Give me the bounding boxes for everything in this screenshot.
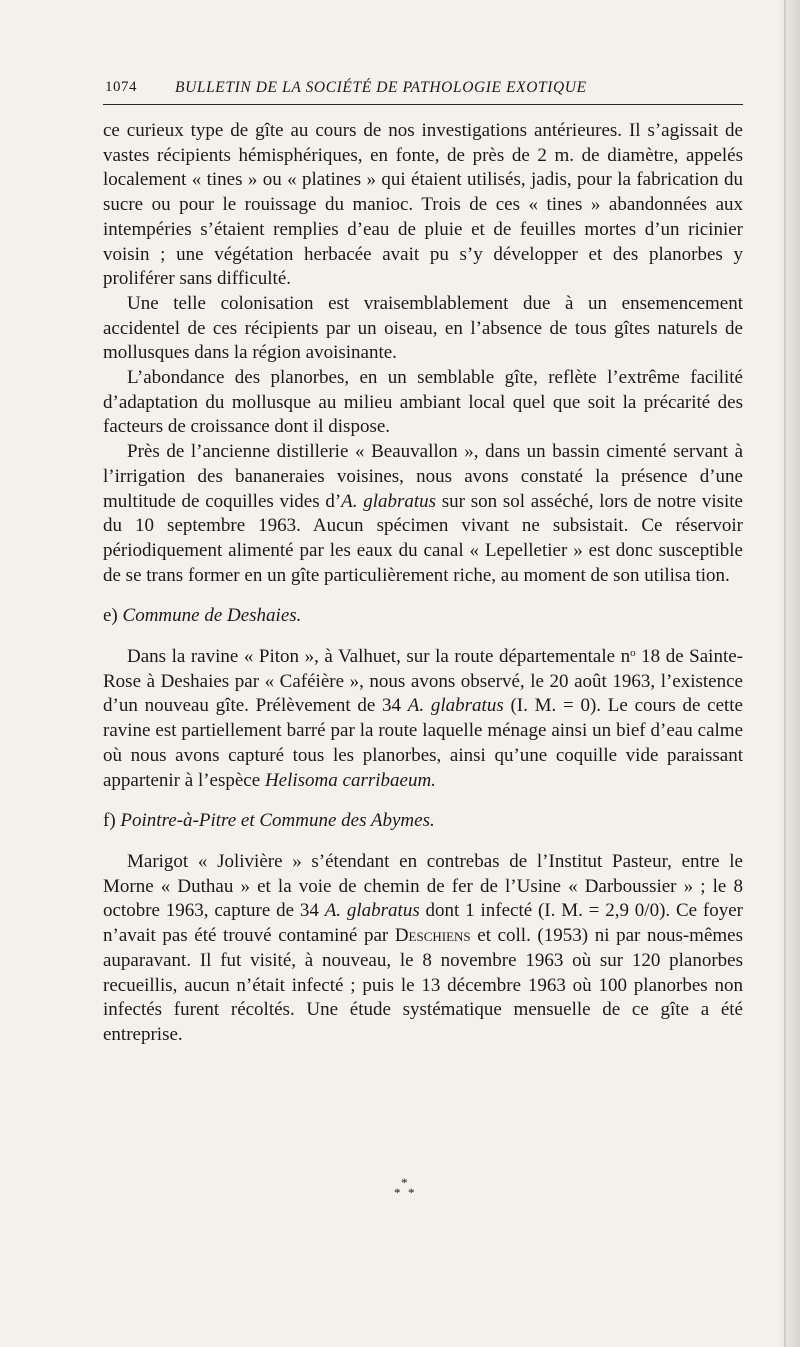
asterism-star-left: *	[394, 1185, 401, 1200]
species-name: A. glabratus	[407, 695, 504, 717]
page-header	[103, 79, 743, 103]
asterism-star-right: *	[408, 1185, 415, 1200]
author-name: Deschiens	[394, 925, 471, 947]
paragraph-3: L’abondance des planorbes, en un semblable gîte, reflète l’extrême facilité d’adaptation du mollusque au milieu ambiant local quel que soit la précarité des facteurs de croissance dont il dispose.	[103, 367, 743, 438]
asterism-divider	[393, 1176, 417, 1200]
page-edge-shadow	[778, 0, 800, 1347]
body-text	[103, 119, 743, 1048]
page-edge-line	[784, 0, 786, 1347]
paragraph-1: ce curieux type de gîte au cours de nos investigations antérieures. Il s’agissait de vastes récipients hémisphériques, en fonte, de près de 2 m. de diamètre, appelés localement « tines » ou « platines » qui étaient utilisés, jadis, pour la fabrication du sucre ou pour le rouissage du manioc. Trois de ces « tines » abandonnées aux intempéries s’étaient remplies d’eau de pluie et de feuilles mortes d’un ricinier voisin ; une végétation herbacée avait pu s’y développer et des planorbes y proliférer sans difficulté.	[103, 120, 743, 290]
journal-title: BULLETIN DE LA SOCIÉTÉ DE PATHOLOGIE EXOTIQUE	[175, 79, 587, 96]
section-heading-e: e) Commune de Deshaies.	[103, 605, 302, 627]
species-name: A. glabratus	[324, 900, 420, 922]
section-heading-f: f) Pointre-à-Pitre et Commune des Abymes.	[103, 810, 435, 832]
page-number: 1074	[105, 79, 137, 95]
species-name: A. glabratus	[341, 490, 437, 512]
header-rule	[103, 104, 743, 105]
species-name: Helisoma carribaeum.	[264, 769, 436, 791]
paragraph-2: Une telle colonisation est vraisemblablement due à un ensemencement accidentel de ces récipients par un oiseau, en l’absence de tous gîtes naturels de mollusques dans la région avoisinante.	[103, 292, 743, 364]
paragraph-6: Marigot « Jolivière » s’étendant en contrebas de l’Institut Pasteur, entre le Morne « Duthau » et la voie de chemin de fer de l’Usine « Darboussier » ; le 8 octobre 1963, capture de 34 A. glabratus dont 1 infecté (I. M. = 2,9 0/0). Ce foyer n’avait pas été trouvé contaminé par Deschiens et coll. (1953) ni par nous-mêmes auparavant. Il fut visité, à nouveau, le 8 novembre 1963 où sur 120 planorbes recueillis, aucun n’était infecté ; puis le 13 décembre 1963 où 100 planorbes non infectés furent récoltés. Une étude systématique mensuelle de ce gîte a été entreprise.	[103, 850, 743, 1045]
paragraph-5: Dans la ravine « Piton », à Valhuet, sur la route départementale $n^o$ 18 de Sainte-Rose à Deshaies par « Caféière », nous avons observé, le 20 août 1963, l’existence d’un nouveau gîte. Prélèvement de 34 A. glabratus (I. M. = 0). Le cours de cette ravine est partiellement barré par la route laquelle ménage ainsi un bief d’eau calme où nous avons capturé tous les planorbes, ainsi qu’une coquille vide paraissant appartenir à l’espèce Helisoma carribaeum.	[103, 646, 743, 791]
asterism-star-top: *	[401, 1175, 408, 1190]
paragraph-4: Près de l’ancienne distillerie « Beauvallon », dans un bassin cimenté servant à l’irrigation des bananeraies voisines, nous avons constaté la présence d’une multitude de coquilles vides d’A. glabratus sur son sol asséché, lors de notre visite du 10 septembre 1963. Aucun spécimen vivant ne subsistait. Ce réservoir périodiquement alimenté par les eaux du canal « Lepelletier » est donc susceptible de se trans former en un gîte particulièrement riche, au moment de son utilisa tion.	[103, 441, 743, 586]
